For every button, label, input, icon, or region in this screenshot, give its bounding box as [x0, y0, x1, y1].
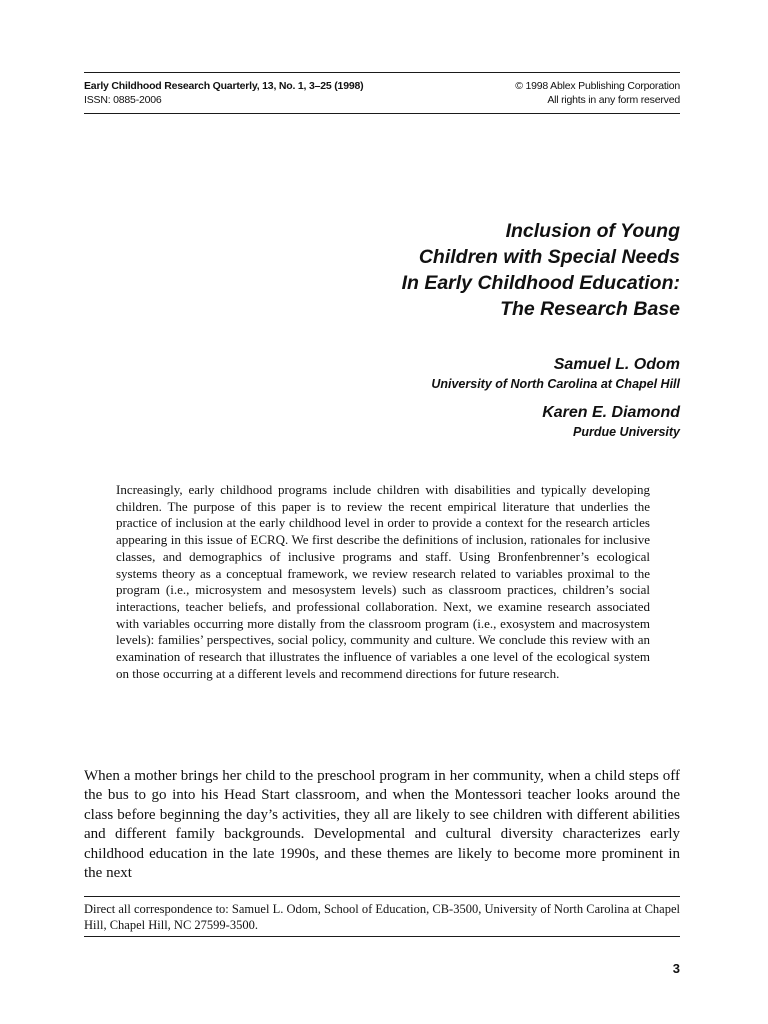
journal-info [84, 79, 363, 107]
author-name: Karen E. Diamond [542, 404, 680, 421]
footnote-top-rule [84, 896, 680, 897]
copyright-notice: © 1998 Ablex Publishing Corporation [515, 80, 680, 92]
page-number: 3 [672, 961, 680, 976]
article-title [260, 218, 680, 322]
title-line: Children with Special Needs [418, 246, 680, 268]
author-affiliation: University of North Carolina at Chapel Hill [431, 377, 680, 391]
title-line: The Research Base [500, 298, 680, 320]
body-paragraph: When a mother brings her child to the preschool program in her community, when a child steps off the bus to go into his Head Start classroom, and when the Montessori teacher looks around the class before beginning the day’s activities, they all are likely to see children with different abilities and different family backgrounds. Developmental and cultural diversity characterizes early childhood education in the late 1990s, and these themes are likely to become more prominent in the next [84, 768, 680, 882]
correspondence-footnote: Direct all correspondence to: Samuel L. Odom, School of Education, CB-3500, University of North Carolina at Chapel Hill, Chapel Hill, NC 27599-3500. [84, 902, 680, 932]
title-line: Inclusion of Young [505, 220, 680, 242]
publisher-info [515, 79, 680, 107]
header-top-rule [84, 72, 680, 73]
issn: ISSN: 0885-2006 [84, 94, 162, 106]
author-affiliation: Purdue University [573, 425, 680, 439]
journal-citation: Early Childhood Research Quarterly, 13, No. 1, 3–25 (1998) [84, 80, 364, 92]
abstract: Increasingly, early childhood programs include children with disabilities and typically developing children. The purpose of this paper is to review the recent empirical literature that underlies the practice of inclusion at the early childhood level in order to provide a context for the research articles appearing in this issue of ECRQ. We first describe the definitions of inclusion, rationales for inclusive classes, and demographics of inclusive programs and staff. Using Bronfenbrenner’s ecological systems theory as a conceptual framework, we review research related to variables proximal to the program (i.e., microsystem and mesosystem levels) such as classroom practices, children’s social interactions, teacher beliefs, and professional collaboration. Next, we examine research associated with variables occurring more distally from the classroom program (i.e., exosystem and macrosystem levels): families’ perspectives, social policy, community and culture. We conclude this review with an examination of research that illustrates the influence of variables a one level of the ecological system on those occurring at a different levels and recommend directions for future research. [116, 482, 650, 681]
title-line: In Early Childhood Education: [401, 272, 680, 294]
footnote-bottom-rule [84, 936, 680, 937]
author-name: Samuel L. Odom [553, 356, 680, 373]
rights-notice: All rights in any form reserved [547, 94, 680, 106]
header-bottom-rule [84, 113, 680, 114]
running-header [84, 79, 680, 109]
